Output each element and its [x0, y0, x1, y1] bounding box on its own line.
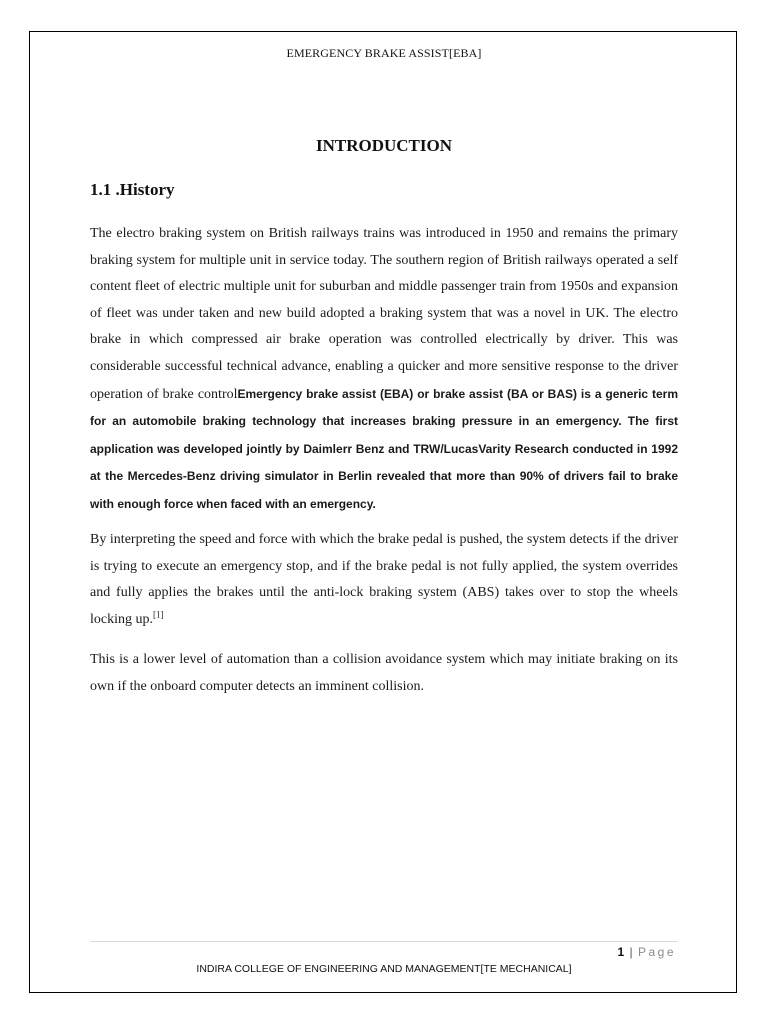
paragraph-history [90, 221, 678, 519]
paragraph-automation-text: This is a lower level of automation than a collision avoidance system which may initiate braking on its own if the onboard computer detects an imminent collision. [90, 652, 678, 694]
section-heading: 1.1 .History [90, 180, 175, 199]
page-footer: INDIRA COLLEGE OF ENGINEERING AND MANAGEMENT[TE MECHANICAL] [196, 963, 572, 975]
page-label: Page [637, 945, 676, 959]
paragraph-mechanism [90, 527, 678, 633]
page-header: EMERGENCY BRAKE ASSIST[EBA] [286, 46, 482, 60]
footer-divider [90, 941, 678, 942]
page-number-separator: | [629, 945, 633, 959]
paragraph-history-bold: Emergency brake assist (EBA) or brake assist (BA or BAS) is a generic term for an automobile braking technology that increases braking pressure in an emergency. The first application was developed jointly by Daimlerr Benz and TRW/LucasVarity Research conducted in 1992 at the Mercedes-Benz driving simulator in Berlin revealed that more than 90% of drivers fail to brake with enough force when faced with an emergency. [90, 386, 678, 511]
page-number [617, 945, 676, 959]
paragraph-mechanism-text: By interpreting the speed and force with which the brake pedal is pushed, the system detects if the driver is trying to execute an emergency stop, and if the brake pedal is not fully applied, the system overrides and fully applies the brakes until the anti-lock braking system (ABS) takes over to stop the wheels locking up. [90, 532, 678, 627]
page-number-value: 1 [617, 945, 625, 959]
paragraph-history-regular: The electro braking system on British railways trains was introduced in 1950 and remains the primary braking system for multiple unit in service today. The southern region of British railways operated a self content fleet of electric multiple unit for suburban and middle passenger train from 1950s and expansion of fleet was under taken and new build adopted a braking system that was a novel in UK. The electro brake in which compressed air brake operation was controlled electrically by driver. This was considerable successful technical advance, enabling a quicker and more sensitive response to the driver operation of brake control [90, 226, 678, 402]
paragraph-automation [90, 647, 678, 700]
document-title: INTRODUCTION [315, 136, 453, 155]
citation-link[interactable]: [1] [153, 609, 164, 620]
